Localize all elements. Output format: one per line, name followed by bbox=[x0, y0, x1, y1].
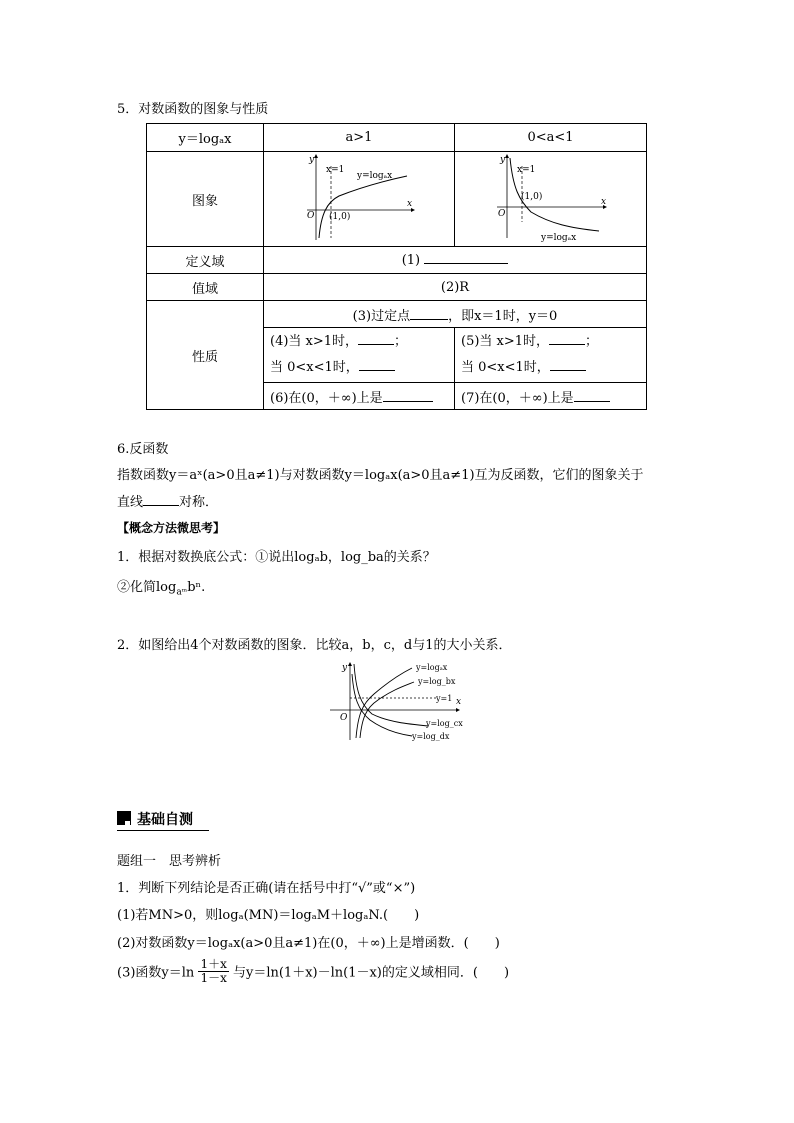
fig-x-label: x bbox=[456, 697, 462, 707]
section-6-line2: 直线 对称． bbox=[117, 495, 219, 510]
row-label-domain: 定义域 bbox=[147, 247, 264, 274]
prop-4: (4)当 x>1时， ； 当 0<x<1时， bbox=[264, 328, 455, 383]
section-6-line1: 指数函数y＝aˣ(a>0且a≠1)与对数函数y＝logₐx(a>0且a≠1)互为反函数，它们的图象关于 bbox=[117, 468, 644, 483]
concept-q1: 1．根据对数换底公式：①说出logₐb，log_ba的关系？ bbox=[117, 550, 436, 565]
header-a-between-0-1: 0<a<1 bbox=[455, 124, 647, 152]
log-properties-table bbox=[146, 123, 647, 410]
y-axis-label-2: y bbox=[499, 155, 505, 165]
header-function: y＝logₐx bbox=[147, 124, 264, 152]
fig-y-label: y bbox=[342, 663, 348, 673]
log-graph-decreasing bbox=[491, 152, 611, 242]
origin-label-2: O bbox=[497, 209, 505, 219]
section-6-title: 6.反函数 bbox=[117, 442, 169, 457]
x1-label-2: x=1 bbox=[516, 165, 535, 175]
fig-label-a: y=logₐx bbox=[416, 663, 448, 672]
x-axis-label-2: x bbox=[600, 197, 606, 207]
range-value: (2)R bbox=[264, 274, 647, 301]
graph-a-between-0-1 bbox=[455, 152, 647, 247]
fig-label-b: y=log_bx bbox=[418, 677, 456, 686]
origin-label: O bbox=[307, 211, 315, 221]
judge-question: 1．判断下列结论是否正确(请在括号中打“√”或“×”) bbox=[117, 881, 416, 896]
fig-label-c: y=log_cx bbox=[426, 719, 463, 728]
curve-label-2: y=logₐx bbox=[540, 233, 576, 242]
prop-3: (3)过定点 ，即x＝1时，y＝0 bbox=[264, 301, 647, 328]
fig-origin: O bbox=[340, 713, 348, 723]
section-header bbox=[117, 808, 209, 831]
fig-label-y1: y=1 bbox=[436, 694, 453, 703]
row-label-graph: 图象 bbox=[147, 152, 264, 247]
concept-title: 【概念方法微思考】 bbox=[117, 521, 226, 535]
prop-6: (6)在(0，＋∞)上是 bbox=[264, 383, 455, 410]
concept-q1b: ②化简$\log_{aᵐ}b^n$. bbox=[117, 580, 206, 598]
log-graph-increasing bbox=[299, 152, 419, 242]
graph-a-greater-1 bbox=[264, 152, 455, 247]
statement-3: (3)函数$y=\ln \frac{1+x}{1-x}$ 与y＝ln(1＋x)－ln(1－x)的定义域相同．( ) bbox=[117, 957, 510, 985]
concept-q2: 2．如图给出4个对数函数的图象．比较a，b，c，d与1的大小关系． bbox=[117, 638, 512, 653]
group-title: 题组一 思考辨析 bbox=[117, 854, 222, 869]
y-axis-label: y bbox=[309, 155, 315, 165]
row-label-props: 性质 bbox=[147, 301, 264, 410]
section-header-label: 基础自测 bbox=[137, 812, 193, 828]
point-label-2: (1,0) bbox=[520, 192, 542, 202]
four-log-graphs-figure bbox=[328, 660, 468, 744]
x1-label: x=1 bbox=[326, 165, 345, 175]
statement-1: (1)若MN>0，则logₐ(MN)＝logₐM＋logₐN.( ) bbox=[117, 908, 420, 923]
row-label-range: 值域 bbox=[147, 274, 264, 301]
domain-value: (1) bbox=[264, 247, 647, 274]
fig-label-d: y=log_dx bbox=[412, 732, 450, 741]
point-label: (1,0) bbox=[329, 212, 351, 222]
prop-7: (7)在(0，＋∞)上是 bbox=[455, 383, 647, 410]
fraction: $\frac{1+x}{1-x}$ bbox=[200, 957, 227, 985]
section-header-icon bbox=[117, 811, 131, 825]
statement-2: (2)对数函数y＝logₐx(a>0且a≠1)在(0，＋∞)上是增函数．( ) bbox=[117, 936, 500, 951]
x-axis-label: x bbox=[407, 199, 413, 209]
curve-label: y=logₐx bbox=[357, 171, 393, 181]
section-5-title: 5．对数函数的图象与性质 bbox=[117, 102, 269, 117]
header-a-greater-1: a>1 bbox=[264, 124, 455, 152]
prop-5: (5)当 x>1时， ； 当 0<x<1时， bbox=[455, 328, 647, 383]
